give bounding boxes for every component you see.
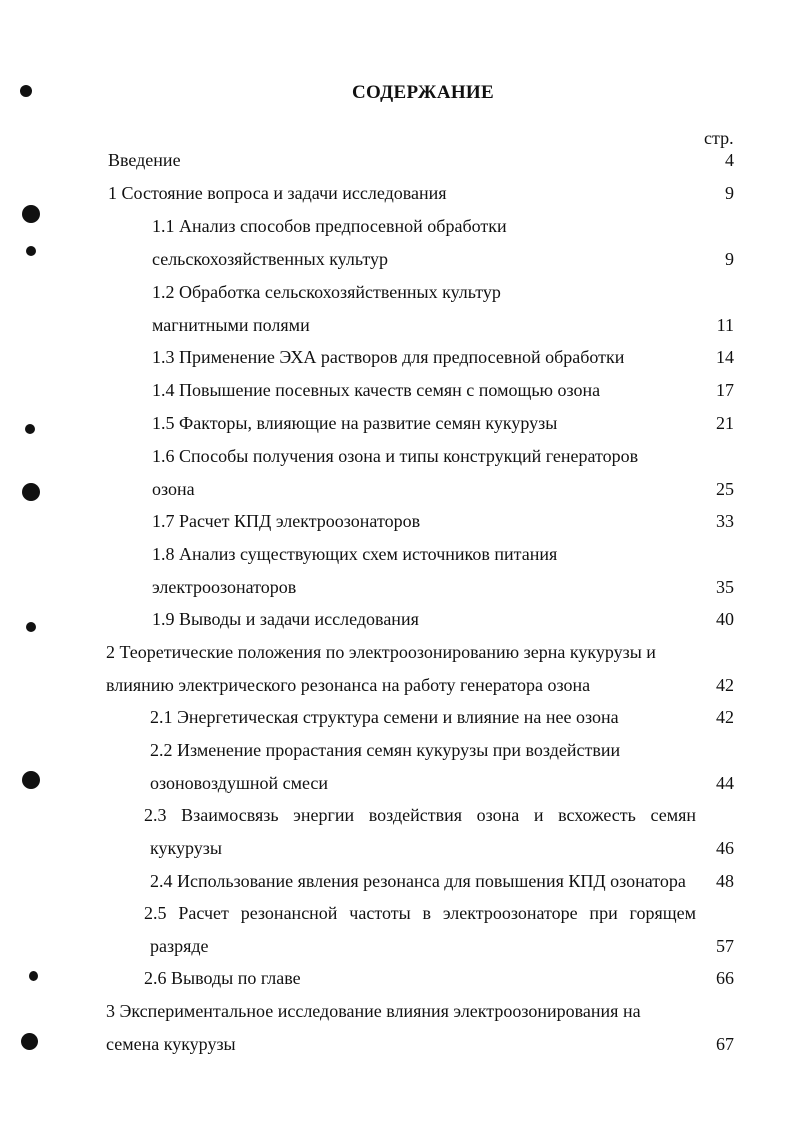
toc-entry-text: семена кукурузы [106, 1034, 236, 1054]
page-title: СОДЕРЖАНИЕ [352, 82, 494, 103]
toc-entry-page: 14 [716, 347, 734, 367]
toc-entry-page: 44 [716, 773, 734, 793]
toc-entry-page: 42 [716, 707, 734, 727]
toc-entry-text: 2.3 Взаимосвязь энергии воздействия озона и всхожесть семян [144, 805, 696, 825]
punch-hole-mark [21, 1033, 38, 1050]
toc-entry-text: магнитными полями [152, 315, 310, 335]
toc-entry-page: 46 [716, 838, 734, 858]
toc-entry-page: 40 [716, 609, 734, 629]
punch-hole-mark [26, 246, 36, 256]
toc-entry-page: 4 [725, 150, 734, 170]
toc-entry-page: 42 [716, 675, 734, 695]
toc-entry-text: 2.4 Использование явления резонанса для повышения КПД озонатора [150, 871, 686, 891]
toc-entry-page: 9 [725, 249, 734, 269]
toc-entry-page: 25 [716, 479, 734, 499]
toc-entry-page: 33 [716, 511, 734, 531]
toc-entry-text: 2.2 Изменение прорастания семян кукурузы при воздействии [150, 740, 621, 760]
punch-hole-mark [26, 622, 36, 632]
toc-entry-text: кукурузы [150, 838, 222, 858]
toc-entry-text: влиянию электрического резонанса на работу генератора озона [106, 675, 591, 695]
punch-hole-mark [20, 85, 32, 97]
toc-entry-page: 57 [716, 936, 734, 956]
toc-entry-text: 1.5 Факторы, влияющие на развитие семян кукурузы [152, 413, 558, 433]
toc-entry-text: разряде [150, 936, 209, 956]
toc-entry-text: 1 Состояние вопроса и задачи исследования [108, 183, 447, 203]
toc-entry-text: 1.2 Обработка сельскохозяйственных культур [152, 282, 501, 302]
toc-entry-text: 1.6 Способы получения озона и типы конструкций генераторов [152, 446, 639, 466]
toc-entry-text: 1.4 Повышение посевных качеств семян с помощью озона [152, 380, 601, 400]
punch-hole-mark [29, 971, 38, 981]
toc-entry-text: 1.8 Анализ существующих схем источников питания [152, 544, 558, 564]
toc-entry-text: 2 Теоретические положения по электроозонированию зерна кукурузы и [106, 642, 656, 662]
toc-entry-page: 35 [716, 577, 734, 597]
toc-entry-text: 1.9 Выводы и задачи исследования [152, 609, 419, 629]
toc-entry-page: 48 [716, 871, 734, 891]
punch-hole-mark [22, 483, 40, 501]
punch-hole-mark [25, 424, 35, 434]
toc-entry-page: 11 [716, 315, 734, 335]
toc-entry-text: озона [152, 479, 195, 499]
toc-entry-page: 9 [725, 183, 734, 203]
toc-entry-text: 2.5 Расчет резонансной частоты в электроозонаторе при горящем [144, 903, 696, 923]
toc-entry-page: 17 [716, 380, 734, 400]
toc-entry-text: 2.6 Выводы по главе [144, 968, 301, 988]
toc-entry-text: сельскохозяйственных культур [152, 249, 389, 269]
page-column-label: стр. [704, 128, 734, 148]
toc-entry-text: озоновоздушной смеси [150, 773, 329, 793]
toc-entry-page: 21 [716, 413, 734, 433]
toc-entry-text: Введение [108, 150, 181, 170]
toc-entry-text: 1.7 Расчет КПД электроозонаторов [152, 511, 421, 531]
punch-hole-mark [22, 205, 40, 223]
toc-entry-text: 1.1 Анализ способов предпосевной обработки [152, 216, 507, 236]
toc-entry-text: 2.1 Энергетическая структура семени и влияние на нее озона [150, 707, 619, 727]
toc-entry-text: 3 Экспериментальное исследование влияния электроозонирования на [106, 1001, 641, 1021]
punch-hole-mark [22, 771, 40, 789]
toc-entry-text: 1.3 Применение ЭХА растворов для предпосевной обработки [152, 347, 625, 367]
toc-entry-text: электроозонаторов [152, 577, 297, 597]
toc-entry-page: 66 [716, 968, 734, 988]
toc-entry-page: 67 [716, 1034, 734, 1054]
